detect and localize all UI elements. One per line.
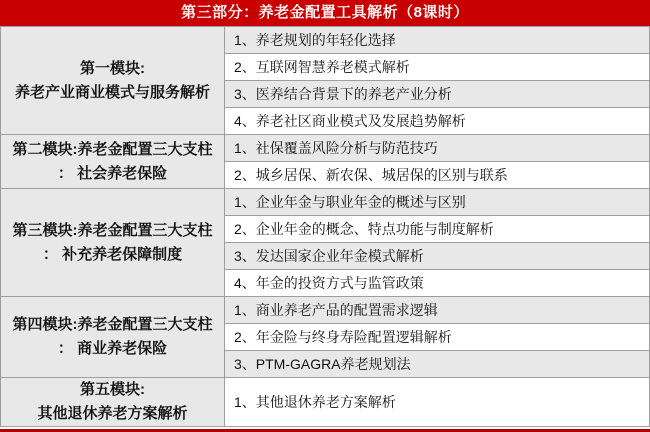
module-title-cell — [1, 135, 225, 189]
course-item: 1、企业年金与职业年金的概述与区别 — [225, 189, 650, 216]
course-table — [0, 26, 650, 427]
module-title-line: ： 补充养老保障制度 — [42, 245, 183, 263]
table-row — [1, 27, 650, 54]
module-title-line: 第一模块: — [80, 59, 145, 77]
course-item: 3、医养结合背景下的养老产业分析 — [225, 81, 650, 108]
course-item: 2、年金险与终身寿险配置逻辑解析 — [225, 324, 650, 351]
module-title-cell — [1, 189, 225, 297]
course-item: 2、企业年金的概念、特点功能与制度解析 — [225, 216, 650, 243]
module-title-line: 第三模块:养老金配置三大支柱 — [12, 221, 213, 239]
course-item: 4、养老社区商业模式及发展趋势解析 — [225, 108, 650, 135]
course-item: 4、年金的投资方式与监管政策 — [225, 270, 650, 297]
table-row — [1, 378, 650, 427]
module-title-line: 其他退休养老方案解析 — [37, 405, 188, 422]
table-row — [1, 189, 650, 216]
module-title-cell — [1, 378, 225, 427]
course-item: 1、商业养老产品的配置需求逻辑 — [225, 297, 650, 324]
table-row — [1, 297, 650, 324]
module-title-line: 第二模块:养老金配置三大支柱 — [12, 140, 213, 158]
table-row — [1, 135, 650, 162]
course-item: 1、社保覆盖风险分析与防范技巧 — [225, 135, 650, 162]
module-title-line: 养老产业商业模式与服务解析 — [14, 83, 210, 101]
module-title-cell — [1, 27, 225, 135]
course-item: 1、其他退休养老方案解析 — [225, 378, 650, 427]
course-table-body — [1, 27, 650, 427]
course-item: 3、发达国家企业年金模式解析 — [225, 243, 650, 270]
module-title-line: 第四模块:养老金配置三大支柱 — [12, 316, 213, 333]
module-title-line: 第五模块: — [80, 381, 145, 398]
course-item: 2、城乡居保、新农保、城居保的区别与联系 — [225, 162, 650, 189]
course-item: 1、养老规划的年轻化选择 — [225, 27, 650, 54]
course-item: 3、PTM-GAGRA养老规划法 — [225, 351, 650, 378]
course-item: 2、互联网智慧养老模式解析 — [225, 54, 650, 81]
module-title-line: ： 商业养老保险 — [57, 340, 168, 357]
module-title-cell — [1, 297, 225, 378]
module-title-line: ： 社会养老保险 — [57, 164, 168, 182]
section-header-title: 第三部分：养老金配置工具解析（8课时） — [0, 0, 650, 26]
